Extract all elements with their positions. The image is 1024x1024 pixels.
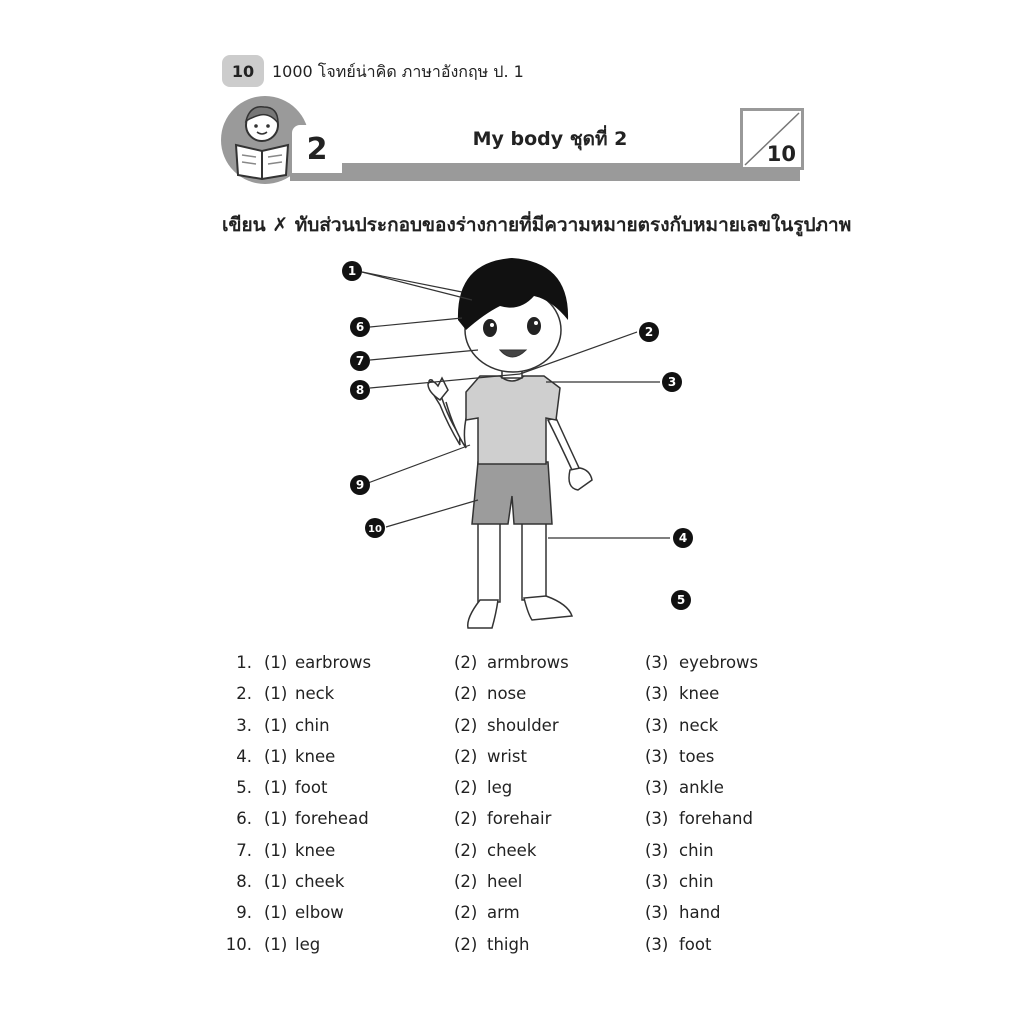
label-4 xyxy=(673,528,693,548)
page-number: 10 xyxy=(222,55,264,87)
label-3 xyxy=(662,372,682,392)
option-number: (2) xyxy=(454,903,478,923)
option-number: (2) xyxy=(454,934,478,954)
label-9 xyxy=(350,475,370,495)
label-10 xyxy=(365,518,385,538)
option-number: (3) xyxy=(645,809,669,829)
option-number: (2) xyxy=(454,840,478,860)
question-number: 7. xyxy=(236,840,252,860)
answer-option[interactable]: foot xyxy=(679,934,712,954)
option-number: (2) xyxy=(454,715,478,735)
answer-option[interactable]: hand xyxy=(679,903,721,923)
answer-option[interactable]: chin xyxy=(679,872,714,892)
answer-option[interactable]: wrist xyxy=(487,746,527,766)
answer-option[interactable]: knee xyxy=(295,746,336,766)
answer-option[interactable]: thigh xyxy=(487,934,530,954)
answer-option[interactable]: heel xyxy=(487,872,523,892)
option-number: (1) xyxy=(264,903,288,923)
option-number: (3) xyxy=(645,715,669,735)
option-number: (3) xyxy=(645,903,669,923)
label-5 xyxy=(671,590,691,610)
answer-option[interactable]: leg xyxy=(295,934,321,954)
answer-option[interactable]: knee xyxy=(679,684,720,704)
question-number: 9. xyxy=(236,903,252,923)
option-number: (1) xyxy=(264,746,288,766)
question-row xyxy=(222,684,782,715)
book-title: 1000 โจทย์น่าคิด ภาษาอังกฤษ ป. 1 xyxy=(272,62,524,81)
answer-option[interactable]: eyebrows xyxy=(679,653,759,672)
question-number: 3. xyxy=(236,715,252,735)
question-number: 2. xyxy=(236,684,252,704)
label-10-text: 10 xyxy=(368,524,382,535)
option-number: (1) xyxy=(264,872,288,892)
label-5-text: 5 xyxy=(676,593,686,607)
option-number: (2) xyxy=(454,778,478,798)
label-2-text: 2 xyxy=(644,325,654,339)
answer-option[interactable]: forehand xyxy=(679,809,753,829)
label-1-text: 1 xyxy=(347,264,357,278)
answer-option[interactable]: arm xyxy=(487,903,520,923)
answer-option[interactable]: knee xyxy=(295,840,336,860)
answer-option[interactable]: chin xyxy=(295,715,330,735)
score-total: 10 xyxy=(766,142,796,166)
question-number: 8. xyxy=(236,872,252,892)
question-row xyxy=(222,747,782,778)
option-number: (3) xyxy=(645,872,669,892)
question-row xyxy=(222,716,782,747)
option-number: (2) xyxy=(454,809,478,829)
option-number: (3) xyxy=(645,746,669,766)
label-8 xyxy=(350,380,370,400)
question-number: 6. xyxy=(236,809,252,829)
answer-option[interactable]: forehair xyxy=(487,809,552,829)
option-number: (1) xyxy=(264,653,288,672)
answer-option[interactable]: neck xyxy=(679,715,719,735)
answer-option[interactable]: toes xyxy=(679,746,715,766)
label-2 xyxy=(639,322,659,342)
set-number: 2 xyxy=(292,125,342,173)
answer-option[interactable]: nose xyxy=(487,684,527,704)
label-7 xyxy=(350,351,370,371)
question-row xyxy=(222,778,782,809)
option-number: (3) xyxy=(645,684,669,704)
answer-option[interactable]: foot xyxy=(295,778,328,798)
question-number: 10. xyxy=(225,934,252,954)
question-row xyxy=(222,653,782,684)
label-3-text: 3 xyxy=(667,375,677,389)
answer-option[interactable]: forehead xyxy=(295,809,369,829)
option-number: (3) xyxy=(645,934,669,954)
option-number: (1) xyxy=(264,840,288,860)
option-number: (2) xyxy=(454,872,478,892)
option-number: (2) xyxy=(454,653,478,672)
option-number: (3) xyxy=(645,778,669,798)
option-number: (2) xyxy=(454,684,478,704)
question-row xyxy=(222,903,782,934)
option-number: (3) xyxy=(645,653,669,672)
question-number: 5. xyxy=(236,778,252,798)
label-4-text: 4 xyxy=(678,531,688,545)
answer-option[interactable]: cheek xyxy=(487,840,537,860)
option-number: (1) xyxy=(264,809,288,829)
answer-option[interactable]: cheek xyxy=(295,872,345,892)
label-9-text: 9 xyxy=(355,478,365,492)
label-7-text: 7 xyxy=(355,354,365,368)
answer-option[interactable]: armbrows xyxy=(487,653,569,672)
question-list xyxy=(222,653,782,966)
instruction: เขียน ✗ ทับส่วนประกอบของร่างกายที่มีความหมายตรงกับหมายเลขในรูปภาพ xyxy=(222,214,852,236)
label-6 xyxy=(350,317,370,337)
question-row xyxy=(222,872,782,903)
answer-option[interactable]: neck xyxy=(295,684,335,704)
option-number: (1) xyxy=(264,684,288,704)
page-title: My body ชุดที่ 2 xyxy=(472,128,628,150)
answer-option[interactable]: leg xyxy=(487,778,513,798)
option-number: (3) xyxy=(645,840,669,860)
option-number: (1) xyxy=(264,778,288,798)
question-number: 4. xyxy=(236,746,252,766)
answer-option[interactable]: shoulder xyxy=(487,715,559,735)
answer-option[interactable]: ankle xyxy=(679,778,724,798)
label-6-text: 6 xyxy=(355,320,365,334)
label-8-text: 8 xyxy=(355,383,365,397)
question-row xyxy=(222,809,782,840)
question-row xyxy=(222,841,782,872)
answer-option[interactable]: elbow xyxy=(295,903,344,923)
question-row xyxy=(222,935,782,966)
option-number: (2) xyxy=(454,746,478,766)
option-number: (1) xyxy=(264,715,288,735)
question-number: 1. xyxy=(236,653,252,672)
option-number: (1) xyxy=(264,934,288,954)
label-1 xyxy=(342,261,362,281)
answer-option[interactable]: earbrows xyxy=(295,653,372,672)
answer-option[interactable]: chin xyxy=(679,840,714,860)
